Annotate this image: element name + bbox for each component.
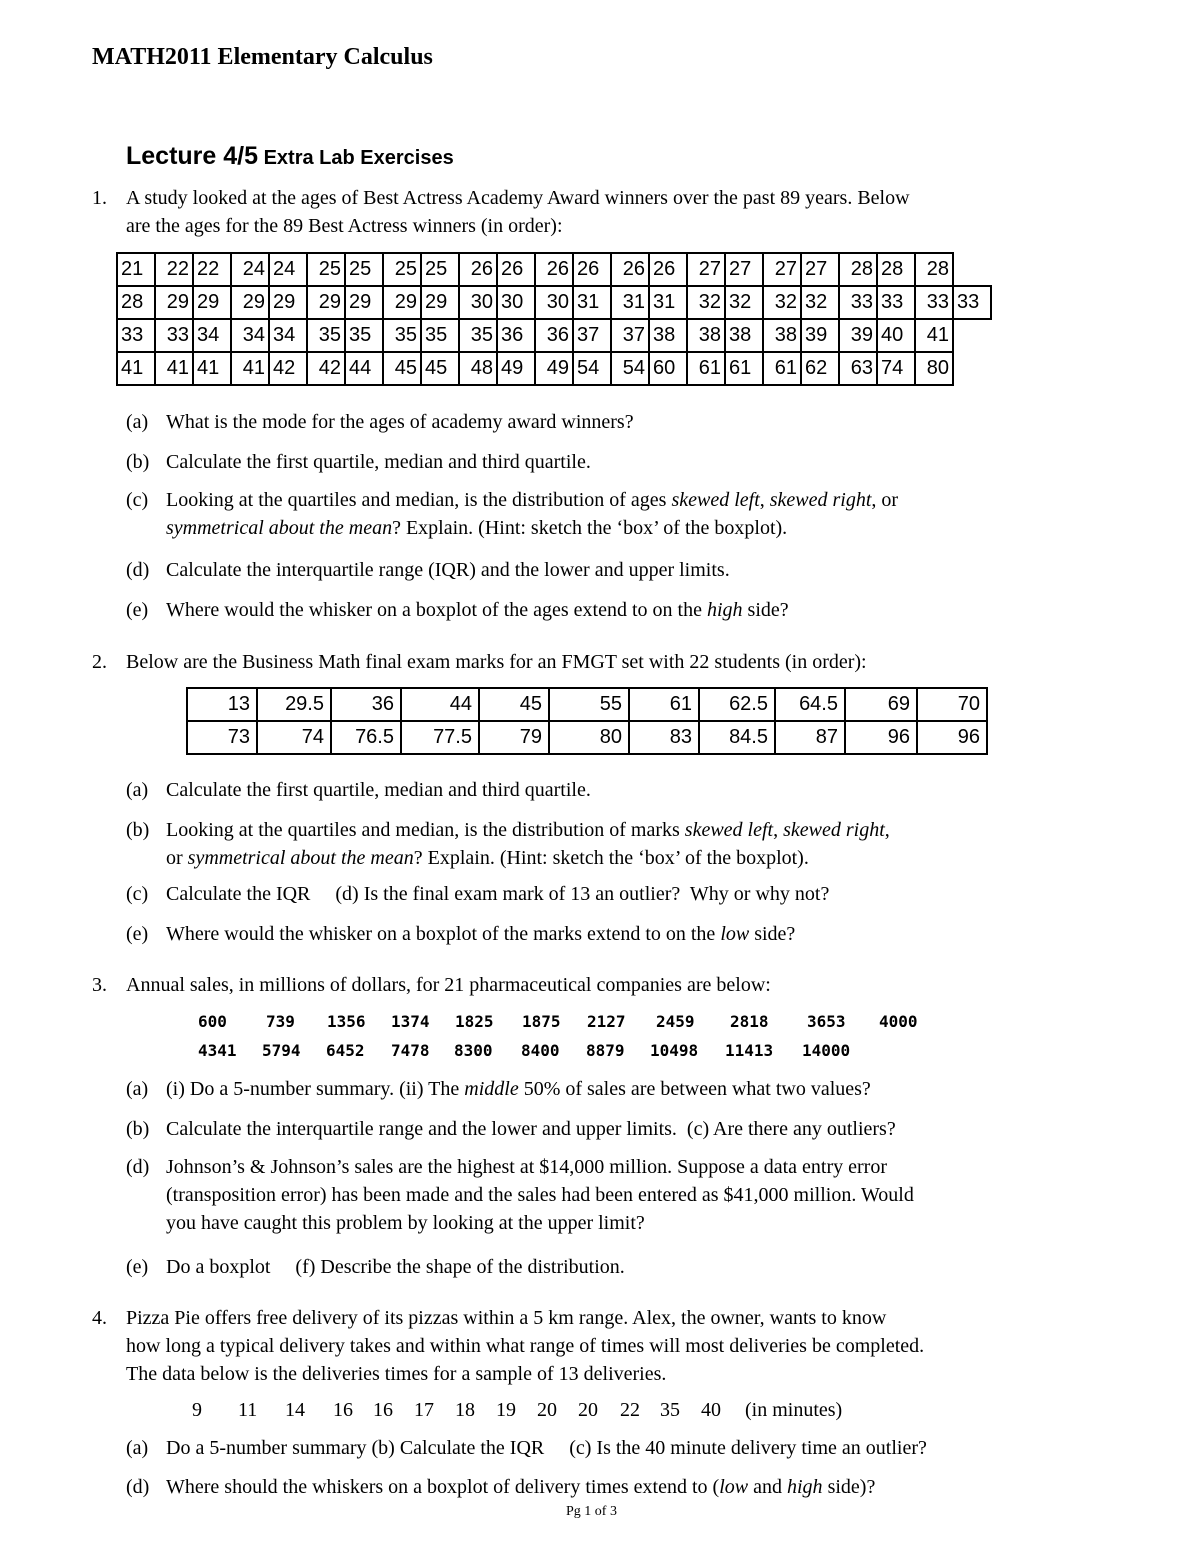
table-cell: 41 [117,352,155,385]
q1-text-line2: are the ages for the 89 Best Actress winners (in order): [126,215,563,237]
table-cell: 28 [839,253,877,286]
table-cell: 37 [611,319,649,352]
lecture-number: Lecture 4/5 [126,142,259,170]
table-cell: 26 [611,253,649,286]
table-cell: 37 [573,319,611,352]
table-cell: 69 [845,688,917,721]
table-cell: 63 [839,352,877,385]
part-label: (d) [126,1476,150,1498]
table-cell: 62 [801,352,839,385]
table-cell: 54 [573,352,611,385]
table-cell: 29 [307,286,345,319]
part-label: (e) [126,599,149,621]
table-cell: 27 [687,253,725,286]
table-cell: 25 [383,253,421,286]
table-cell: 60 [649,352,687,385]
table-cell: 80 [549,721,629,754]
table-cell: 36 [535,319,573,352]
part-text: Calculate the interquartile range (IQR) and the lower and upper limits. [166,559,730,581]
part-label: (c) [126,489,149,511]
sales-value: 8879 [586,1041,625,1060]
table-cell: 74 [877,352,915,385]
table-cell: 40 [877,319,915,352]
table-cell: 24 [269,253,307,286]
table-cell: 27 [725,253,763,286]
q2-part-b [126,816,1086,869]
q3-sales-row1 [0,1012,1200,1034]
q4-text-line3: The data below is the deliveries times for a sample of 13 deliveries. [126,1363,667,1385]
sales-value: 1825 [455,1012,494,1031]
table-cell: 21 [117,253,155,286]
q3-part-e [126,1253,1086,1281]
q2-number: 2. [92,651,107,673]
table-cell: 34 [193,319,231,352]
table-cell: 80 [915,352,953,385]
part-text: Do a 5-number summary (b) Calculate the IQR (c) Is the 40 minute delivery time an outlier? [166,1437,927,1459]
table-cell: 33 [877,286,915,319]
part-label: (b) [126,1118,150,1140]
delivery-time-value: 16 [333,1399,353,1421]
table-cell: 25 [421,253,459,286]
q1-part-e [126,596,1086,624]
table-cell: 44 [401,688,479,721]
table-cell: 30 [497,286,535,319]
table-row [117,319,991,352]
sales-value: 1875 [522,1012,561,1031]
q4-number: 4. [92,1307,107,1329]
table-cell: 44 [345,352,383,385]
table-cell: 29 [231,286,269,319]
table-cell: 32 [687,286,725,319]
delivery-time-value: 14 [285,1399,305,1421]
table-cell: 25 [345,253,383,286]
delivery-time-value: 20 [537,1399,557,1421]
table-cell: 39 [839,319,877,352]
table-cell: 31 [649,286,687,319]
q3-sales-row2 [0,1041,1200,1063]
part-label: (d) [126,559,150,581]
sales-value: 600 [198,1012,227,1031]
table-cell: 33 [117,319,155,352]
part-text: Do a boxplot (f) Describe the shape of the distribution. [166,1256,625,1278]
delivery-time-value: 20 [578,1399,598,1421]
q3-text: Annual sales, in millions of dollars, for 21 pharmaceutical companies are below: [126,974,771,996]
table-cell: 26 [497,253,535,286]
table-cell: 29 [421,286,459,319]
part-text: (i) Do a 5-number summary. (ii) The middle 50% of sales are between what two values? [166,1078,871,1100]
table-cell: 42 [269,352,307,385]
sales-value: 7478 [391,1041,430,1060]
table-cell: 27 [763,253,801,286]
sales-value: 1356 [327,1012,366,1031]
q4-delivery-times [0,1396,1200,1424]
table-cell: 35 [383,319,421,352]
part-label: (a) [126,411,149,433]
table-cell: 13 [187,688,257,721]
part-text: Looking at the quartiles and median, is the distribution of marks skewed left, skewed right, or symmetrical about the mean? Explain. (Hint: sketch the ‘box’ of the boxplot). [166,819,890,869]
table-cell: 28 [117,286,155,319]
table-cell: 35 [459,319,497,352]
table-cell: 96 [917,721,987,754]
part-label: (e) [126,923,149,945]
q4-text-line1: Pizza Pie offers free delivery of its pizzas within a 5 km range. Alex, the owner, wants to know [126,1307,887,1329]
table-cell: 28 [915,253,953,286]
delivery-time-value: 40 [701,1399,721,1421]
table-row [117,352,991,385]
table-cell: 79 [479,721,549,754]
table-cell: 54 [611,352,649,385]
part-label: (c) [126,883,149,905]
q3-part-d [126,1153,1086,1234]
table-cell: 38 [763,319,801,352]
part-label: (a) [126,1078,149,1100]
q2-part-e [126,920,1086,948]
table-cell: 35 [421,319,459,352]
table-cell: 41 [155,352,193,385]
table-cell: 38 [649,319,687,352]
sales-value: 2459 [656,1012,695,1031]
table-cell: 49 [535,352,573,385]
page-number: Pg 1 of 3 [566,1504,617,1519]
table-cell: 62.5 [699,688,775,721]
table-cell: 87 [775,721,845,754]
part-text: Where should the whiskers on a boxplot of delivery times extend to (low and high side)? [166,1476,876,1498]
part-text: Where would the whisker on a boxplot of the marks extend to on the low side? [166,923,796,945]
q4-part-a [126,1434,1086,1462]
delivery-time-value: 16 [373,1399,393,1421]
table-cell: 70 [917,688,987,721]
q1-part-d [126,556,1086,584]
part-label: (a) [126,1437,149,1459]
table-cell: 29.5 [257,688,331,721]
table-cell: 27 [801,253,839,286]
delivery-time-value: 22 [620,1399,640,1421]
part-label: (e) [126,1256,149,1278]
part-text: Johnson’s & Johnson’s sales are the highest at $14,000 million. Suppose a data entry error (transposition error) has been made and the sales had been entered as $41,000 million. Would you have caught this problem by looking at the upper limit? [166,1156,914,1234]
part-text: Where would the whisker on a boxplot of the ages extend to on the high side? [166,599,789,621]
q1-number: 1. [92,187,107,209]
lecture-subtitle: Extra Lab Exercises [258,147,454,169]
unit-label: (in minutes) [745,1399,843,1421]
table-cell: 33 [839,286,877,319]
table-cell: 61 [725,352,763,385]
table-cell: 26 [459,253,497,286]
delivery-time-value: 19 [496,1399,516,1421]
table-cell: 33 [915,286,953,319]
delivery-time-value: 9 [192,1399,202,1421]
table-cell: 26 [573,253,611,286]
q3-part-a [126,1075,1086,1103]
table-cell: 26 [649,253,687,286]
table-cell: 38 [725,319,763,352]
sales-value: 6452 [326,1041,365,1060]
table-cell: 33 [953,286,991,319]
part-text: Calculate the IQR (d) Is the final exam mark of 13 an outlier? Why or why not? [166,883,830,905]
table-cell: 29 [269,286,307,319]
table-cell: 76.5 [331,721,401,754]
part-label: (b) [126,451,150,473]
part-text: Calculate the first quartile, median and third quartile. [166,451,591,473]
table-cell: 30 [459,286,497,319]
table-row [117,286,991,319]
table-cell: 35 [345,319,383,352]
table-cell: 84.5 [699,721,775,754]
sales-value: 739 [266,1012,295,1031]
table-cell: 35 [307,319,345,352]
table-cell: 25 [307,253,345,286]
table-cell: 55 [549,688,629,721]
delivery-time-value: 18 [455,1399,475,1421]
table-cell: 83 [629,721,699,754]
table-cell: 45 [479,688,549,721]
q1-part-b [126,448,1086,476]
table-cell: 45 [383,352,421,385]
delivery-time-value: 17 [414,1399,434,1421]
delivery-time-value: 35 [660,1399,680,1421]
table-cell: 26 [535,253,573,286]
sales-value: 8300 [454,1041,493,1060]
q4-text-line2: how long a typical delivery takes and within what range of times will most deliveries be completed. [126,1335,925,1357]
table-cell: 36 [331,688,401,721]
table-cell: 32 [801,286,839,319]
table-cell: 32 [763,286,801,319]
part-text: Calculate the interquartile range and the lower and upper limits. (c) Are there any outliers? [166,1118,896,1140]
table-cell: 39 [801,319,839,352]
sales-value: 5794 [262,1041,301,1060]
table-cell: 22 [155,253,193,286]
table-cell: 32 [725,286,763,319]
lecture-heading [126,142,454,171]
table-cell: 64.5 [775,688,845,721]
table-cell: 61 [629,688,699,721]
sales-value: 4341 [198,1041,237,1060]
table-row [117,253,991,286]
table-cell: 74 [257,721,331,754]
table-cell: 28 [877,253,915,286]
table-cell: 29 [155,286,193,319]
table-cell: 49 [497,352,535,385]
sales-value: 10498 [650,1041,699,1060]
q1-text-line1: A study looked at the ages of Best Actress Academy Award winners over the past 89 years. Below [126,187,910,209]
sales-value: 8400 [521,1041,560,1060]
part-label: (d) [126,1156,150,1178]
table-cell: 34 [231,319,269,352]
table-cell: 61 [687,352,725,385]
q3-number: 3. [92,974,107,996]
table-cell: 36 [497,319,535,352]
sales-value: 3653 [807,1012,846,1031]
q1-part-a [126,408,1086,436]
course-title: MATH2011 Elementary Calculus [92,44,433,70]
table-cell: 34 [269,319,307,352]
sales-value: 4000 [879,1012,918,1031]
table-cell: 41 [915,319,953,352]
table-cell: 29 [193,286,231,319]
table-cell: 42 [307,352,345,385]
table-cell: 73 [187,721,257,754]
q4-part-d [126,1473,1086,1501]
sales-value: 2127 [587,1012,626,1031]
table-row [187,721,987,754]
table-cell: 24 [231,253,269,286]
table-cell: 41 [193,352,231,385]
part-label: (b) [126,819,150,841]
delivery-time-value: 11 [238,1399,258,1421]
part-text: Looking at the quartiles and median, is the distribution of ages skewed left, skewed right, or symmetrical about the mean? Explain. (Hint: sketch the ‘box’ of the boxplot). [166,489,899,539]
table-cell: 30 [535,286,573,319]
table-cell: 38 [687,319,725,352]
table-cell: 29 [383,286,421,319]
sales-value: 11413 [725,1041,774,1060]
q2-marks-table [186,687,988,755]
q2-part-c [126,880,1086,908]
table-cell: 77.5 [401,721,479,754]
part-text: What is the mode for the ages of academy award winners? [166,411,634,433]
part-label: (a) [126,779,149,801]
table-row [187,688,987,721]
sales-value: 2818 [730,1012,769,1031]
sales-value: 1374 [391,1012,430,1031]
table-cell: 22 [193,253,231,286]
table-cell: 29 [345,286,383,319]
table-cell: 48 [459,352,497,385]
q1-ages-table [116,252,992,386]
sales-value: 14000 [802,1041,851,1060]
q2-text: Below are the Business Math final exam marks for an FMGT set with 22 students (in order): [126,651,867,673]
q1-part-c [126,486,1086,539]
table-cell: 45 [421,352,459,385]
part-text: Calculate the first quartile, median and third quartile. [166,779,591,801]
q3-part-b [126,1115,1086,1143]
table-cell: 33 [155,319,193,352]
table-cell: 96 [845,721,917,754]
table-cell: 61 [763,352,801,385]
table-cell: 31 [573,286,611,319]
table-cell: 41 [231,352,269,385]
q2-part-a [126,776,1086,804]
table-cell: 31 [611,286,649,319]
